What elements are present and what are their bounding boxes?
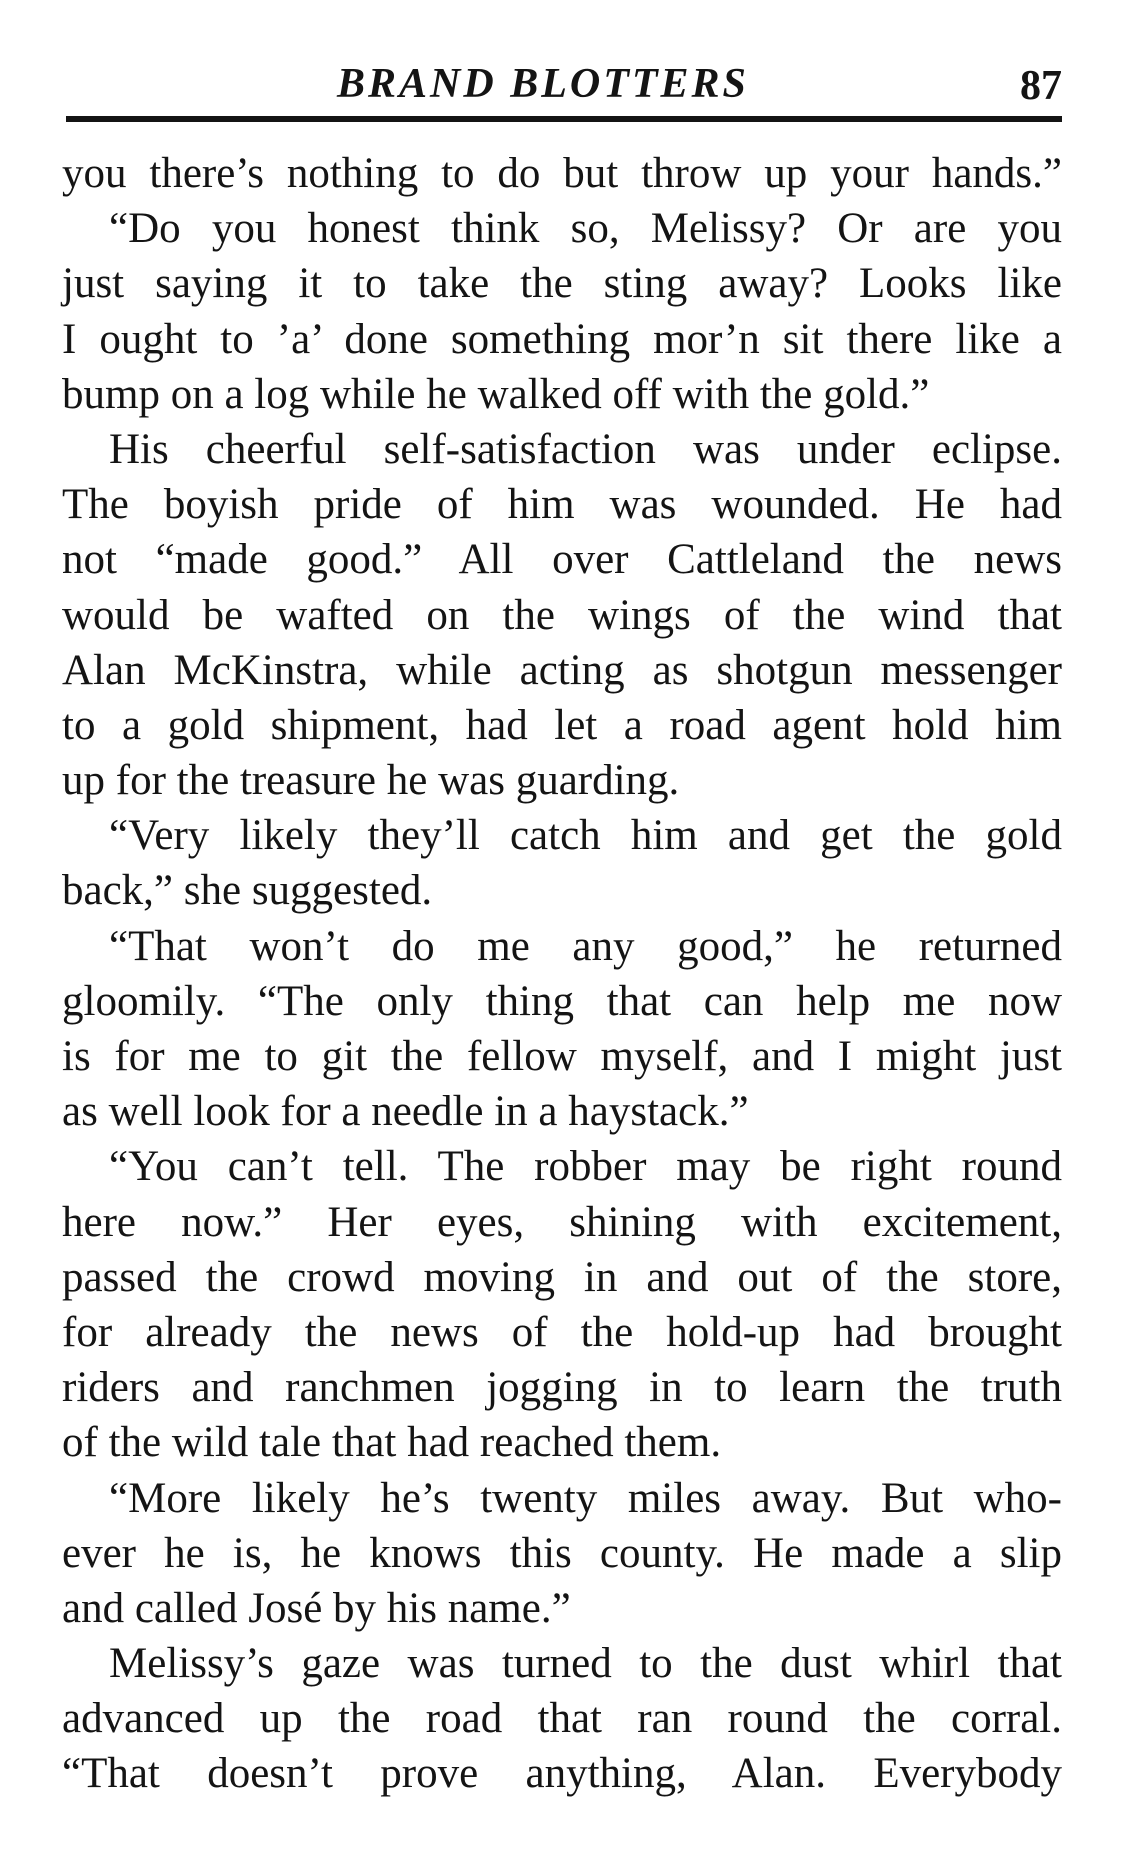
text-line: bump on a log while he walked off with the gold.” [62,370,930,418]
text-line: Melissy’s gaze was turned to the dust whirl that [109,1640,1062,1688]
text-line: just saying it to take the sting away? Looks like [62,260,1062,308]
text-line: His cheerful self-satisfaction was under eclipse. [109,425,1062,473]
page-header [62,50,1062,110]
page-number: 87 [1020,63,1062,109]
text-line: to a gold shipment, had let a road agent hold him [62,701,1062,749]
running-title: BRAND BLOTTERS [337,61,749,107]
text-line: up for the treasure he was guarding. [62,757,680,805]
text-line: you there’s nothing to do but throw up your hands.” [62,150,1062,197]
body-text [62,146,1062,1802]
text-line: I ought to ’a’ done something mor’n sit there like a [62,315,1062,363]
text-line: advanced up the road that ran round the corral. [62,1695,1062,1743]
text-line: “Very likely they’ll catch him and get the gold [109,812,1062,860]
text-line: “More likely he’s twenty miles away. But who- [109,1474,1062,1522]
text-line: “That doesn’t prove anything, Alan. Everybody [62,1750,1062,1798]
text-line: here now.” Her eyes, shining with excitement, [62,1198,1062,1246]
text-line: gloomily. “The only thing that can help me now [62,977,1062,1025]
text-line: “You can’t tell. The robber may be right round [109,1143,1062,1191]
text-line: as well look for a needle in a haystack.” [62,1088,749,1136]
text-line: not “made good.” All over Cattleland the news [62,536,1062,584]
text-line: The boyish pride of him was wounded. He had [62,481,1062,529]
text-line: would be wafted on the wings of the wind that [62,591,1062,639]
text-line: ever he is, he knows this county. He made a slip [62,1529,1062,1577]
text-line: is for me to git the fellow myself, and I might just [62,1033,1062,1080]
text-line: “Do you honest think so, Melissy? Or are you [109,205,1062,253]
text-line: and called José by his name.” [62,1584,571,1632]
text-line: Alan McKinstra, while acting as shotgun messenger [62,646,1062,694]
text-line: of the wild tale that had reached them. [62,1419,722,1467]
text-line: for already the news of the hold-up had brought [62,1308,1062,1356]
header-rule [66,116,1062,122]
text-line: riders and ranchmen jogging in to learn the truth [62,1364,1062,1412]
text-line: passed the crowd moving in and out of the store, [62,1253,1062,1301]
text-line: back,” she suggested. [62,867,433,915]
text-line: “That won’t do me any good,” he returned [109,922,1062,970]
